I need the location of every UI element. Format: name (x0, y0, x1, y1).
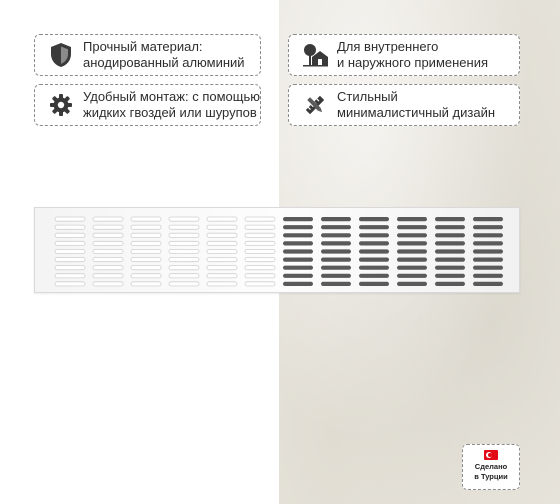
grille-slots (35, 208, 521, 294)
grille-slot (397, 225, 427, 229)
grille-slot (397, 266, 427, 270)
grille-slot (93, 233, 123, 237)
grille-slot (245, 274, 275, 278)
grille-slot (169, 282, 199, 286)
grille-slot (207, 249, 237, 253)
turkey-flag-icon (484, 450, 498, 460)
feature-card-mounting (34, 84, 261, 126)
grille-slot (131, 233, 161, 237)
grille-slot (55, 266, 85, 270)
badge-line: Сделано (474, 462, 508, 471)
grille-slot (359, 233, 389, 237)
feature-card-design (288, 84, 520, 126)
grille-slot (359, 217, 389, 221)
feature-text (337, 89, 495, 121)
made-in-turkey-badge (462, 444, 520, 490)
grille-slot (473, 217, 503, 221)
grille-slot (245, 266, 275, 270)
grille-slot (397, 217, 427, 221)
grille-slot (207, 274, 237, 278)
grille-slot (131, 266, 161, 270)
feature-card-material (34, 34, 261, 76)
grille-slot (283, 225, 313, 229)
shield-icon (45, 39, 77, 71)
grille-slot (473, 258, 503, 262)
ruler-pencil-icon (299, 89, 331, 121)
grille-slot (55, 241, 85, 245)
grille-slot (359, 249, 389, 253)
grille-slot (321, 233, 351, 237)
feature-line: анодированный алюминий (83, 55, 245, 70)
grille-slot (435, 233, 465, 237)
feature-line: Удобный монтаж: с помощью (83, 89, 260, 104)
grille-slot (207, 266, 237, 270)
grille-slot (169, 258, 199, 262)
grille-slot (55, 282, 85, 286)
grille-slot (55, 217, 85, 221)
grille-slot (321, 241, 351, 245)
grille-slot (131, 258, 161, 262)
grille-slot (169, 241, 199, 245)
feature-line: минималистичный дизайн (337, 105, 496, 120)
house-tree-icon (299, 39, 331, 71)
grille-slot (283, 233, 313, 237)
grille-slot (55, 225, 85, 229)
feature-line: и наружного применения (337, 55, 489, 70)
ventilation-grille (34, 207, 520, 293)
grille-slot (207, 217, 237, 221)
grille-slot (359, 282, 389, 286)
grille-slot (435, 225, 465, 229)
grille-slot (321, 258, 351, 262)
grille-slot (93, 266, 123, 270)
grille-slot (283, 274, 313, 278)
grille-slot (207, 233, 237, 237)
grille-slot (397, 282, 427, 286)
grille-slot (131, 241, 161, 245)
grille-slot (245, 282, 275, 286)
grille-slot (283, 217, 313, 221)
grille-slot (397, 233, 427, 237)
grille-slot (397, 258, 427, 262)
grille-slot (473, 282, 503, 286)
feature-line: Стильный (337, 89, 398, 104)
feature-line: Для внутреннего (337, 39, 439, 54)
grille-slot (359, 258, 389, 262)
grille-slot (435, 217, 465, 221)
badge-text (463, 462, 519, 482)
badge-line: в Турции (474, 472, 508, 481)
grille-slot (359, 274, 389, 278)
grille-slot (359, 241, 389, 245)
grille-slot (435, 241, 465, 245)
grille-slot (131, 282, 161, 286)
grille-slot (321, 282, 351, 286)
grille-slot (169, 274, 199, 278)
grille-slot (245, 249, 275, 253)
grille-slot (93, 249, 123, 253)
grille-slot (283, 282, 313, 286)
grille-slot (435, 282, 465, 286)
grille-slot (397, 241, 427, 245)
grille-slot (321, 225, 351, 229)
grille-slot (283, 249, 313, 253)
grille-slot (245, 258, 275, 262)
grille-slot (207, 241, 237, 245)
grille-slot (245, 225, 275, 229)
grille-slot (245, 233, 275, 237)
grille-slot (55, 274, 85, 278)
grille-slot (397, 274, 427, 278)
grille-slot (245, 241, 275, 245)
grille-slot (207, 225, 237, 229)
grille-slot (283, 266, 313, 270)
grille-slot (131, 217, 161, 221)
feature-line: жидких гвоздей или шурупов (83, 105, 257, 120)
feature-text (337, 39, 488, 71)
grille-slot (131, 249, 161, 253)
grille-slot (435, 249, 465, 253)
grille-slot (55, 233, 85, 237)
grille-slot (93, 241, 123, 245)
grille-slot (321, 217, 351, 221)
feature-card-usage (288, 34, 520, 76)
grille-slot (169, 233, 199, 237)
grille-slot (321, 274, 351, 278)
grille-slot (55, 249, 85, 253)
grille-slot (473, 233, 503, 237)
feature-line: Прочный материал: (83, 39, 203, 54)
grille-slot (245, 217, 275, 221)
grille-slot (131, 274, 161, 278)
grille-slot (359, 266, 389, 270)
grille-slot (93, 258, 123, 262)
grille-slot (473, 225, 503, 229)
grille-slot (283, 241, 313, 245)
grille-slot (131, 225, 161, 229)
grille-slot (169, 266, 199, 270)
grille-slot (321, 249, 351, 253)
grille-slot (321, 266, 351, 270)
grille-slot (473, 266, 503, 270)
grille-slot (93, 282, 123, 286)
gear-icon (45, 89, 77, 121)
grille-slot (473, 249, 503, 253)
grille-slot (359, 225, 389, 229)
grille-slot (397, 249, 427, 253)
grille-slot (473, 241, 503, 245)
grille-slot (473, 274, 503, 278)
feature-text (83, 39, 245, 71)
grille-slot (283, 258, 313, 262)
grille-slot (435, 274, 465, 278)
grille-slot (435, 258, 465, 262)
grille-slot (169, 249, 199, 253)
grille-slot (93, 274, 123, 278)
grille-slot (93, 217, 123, 221)
grille-slot (55, 258, 85, 262)
grille-slot (93, 225, 123, 229)
grille-slot (207, 258, 237, 262)
feature-text (83, 89, 260, 121)
grille-slot (169, 217, 199, 221)
grille-slot (169, 225, 199, 229)
grille-slot (435, 266, 465, 270)
grille-slot (207, 282, 237, 286)
